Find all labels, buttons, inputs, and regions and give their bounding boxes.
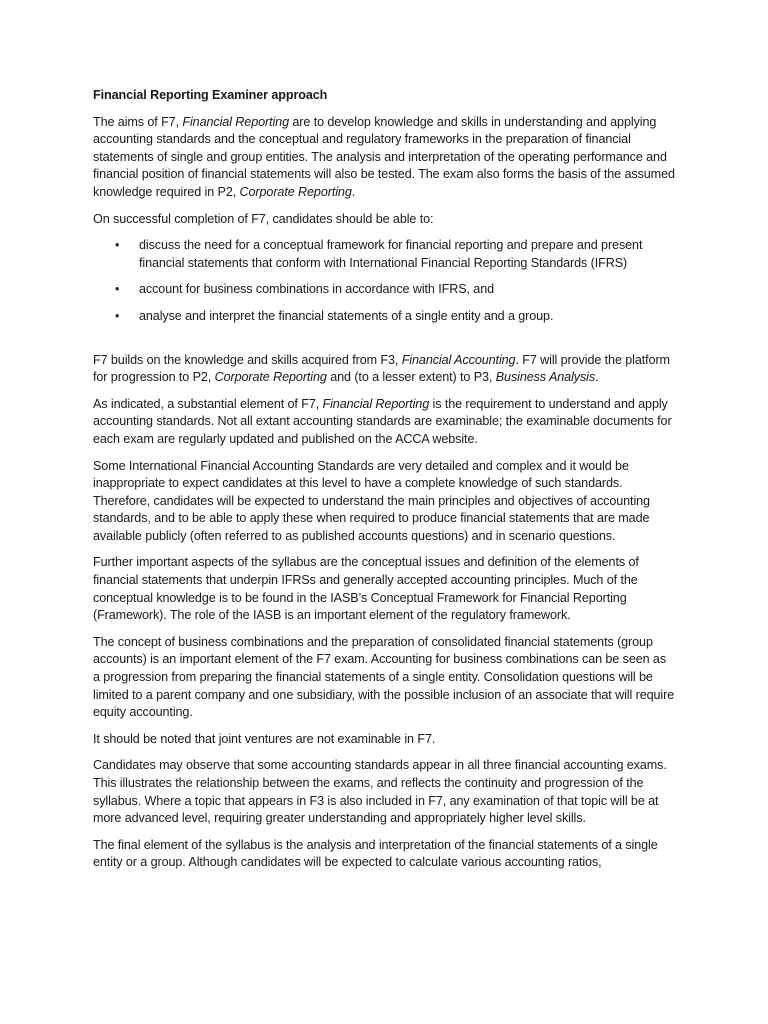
italic-run: Corporate Reporting — [214, 370, 327, 385]
bullet-item: • account for business combinations in accordance with IFRS, and — [93, 281, 676, 299]
paragraph-standards — [93, 396, 676, 449]
text-run: . F7 will provide the platform for progression to P2, — [93, 352, 670, 385]
italic-run: Financial Reporting — [182, 114, 289, 129]
italic-run: Corporate Reporting — [239, 184, 352, 199]
italic-run: Financial Reporting — [322, 396, 430, 411]
document-title: Financial Reporting Examiner approach — [93, 88, 328, 102]
paragraph-conceptual: Further important aspects of the syllabus are the conceptual issues and definition of the elements of financial statements that underpin IFRSs and generally accepted accounting principles. Much of the conceptual knowledge is to be found in the IASB’s Conceptual Framework for Financial Reporting (Framework). The role of the IASB is an important element of the regulatory framework. — [93, 555, 639, 623]
text-run: is the requirement to understand and apply accounting standards. Not all extant accounting standards are examinable; the examinable documents for each exam are regularly updated and published on the ACCA website. — [93, 396, 672, 446]
text-run: and (to a lesser extent) to P3, — [326, 370, 496, 385]
paragraph-aims — [93, 114, 676, 202]
paragraph-completion: On successful completion of F7, candidates should be able to: — [93, 211, 434, 226]
text-run: The aims of F7, — [93, 114, 183, 129]
bullet-list — [93, 237, 676, 325]
text-run: . — [351, 184, 356, 199]
text-run: are to develop knowledge and skills in understanding and applying accounting standards and the conceptual and regulatory frameworks in the preparation of financial statements of single and group entities. The analysis and interpretation of the operating performance and financial position of financial statements will also be tested. The exam also forms the basis of the assumed knowledge required in P2, — [93, 114, 675, 199]
spacer — [93, 335, 676, 352]
italic-run: Financial Accounting — [401, 352, 516, 367]
text-run: F7 builds on the knowledge and skills acquired from F3, — [93, 352, 402, 367]
paragraph-ifas: Some International Financial Accounting Standards are very detailed and complex and it would be inappropriate to expect candidates at this level to have a complete knowledge of such standards. Therefore, candidates will be expected to understand the main principles and objectives of accounting standards, and to be able to apply these when required to produce financial statements that are made available publicly (often referred to as published accounts questions) and in scenario questions. — [93, 458, 650, 543]
paragraph-final-element: The final element of the syllabus is the analysis and interpretation of the financial statements of a single entity or a group. Although candidates will be expected to calculate various accounting ratios, — [93, 837, 658, 870]
paragraph-business-combinations: The concept of business combinations and the preparation of consolidated financial statements (group accounts) is an important element of the F7 exam. Accounting for business combinations can be seen as a progression from preparing the financial statements of a single entity. Consolidation questions will be limited to a parent company and one subsidiary, with the possible inclusion of an associate that will require equity accounting. — [93, 634, 675, 720]
paragraph-three-exams: Candidates may observe that some accounting standards appear in all three financial accounting exams. This illustrates the relationship between the exams, and reflects the continuity and progression of the syllabus. Where a topic that appears in F3 is also included in F7, any examination of that topic will be at more advanced level, requiring greater understanding and appropriately higher level skills. — [93, 758, 667, 826]
paragraph-joint-ventures: It should be noted that joint ventures are not examinable in F7. — [93, 731, 436, 746]
text-run: . — [595, 370, 599, 385]
paragraph-builds-on — [93, 352, 676, 387]
text-run: As indicated, a substantial element of F7, — [93, 396, 323, 411]
bullet-item: • analyse and interpret the financial statements of a single entity and a group. — [93, 308, 676, 326]
italic-run: Business Analysis — [495, 370, 596, 385]
bullet-item: • discuss the need for a conceptual framework for financial reporting and prepare and present financial statements that conform with International Financial Reporting Standards (IFRS) — [93, 237, 676, 272]
